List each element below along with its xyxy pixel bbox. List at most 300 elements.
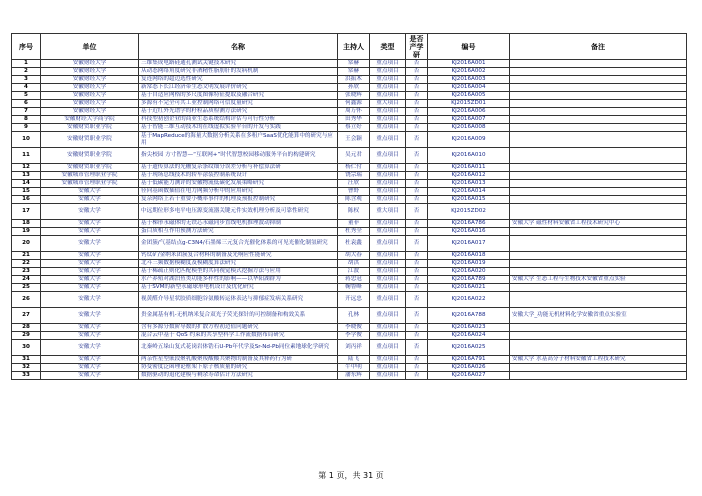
cell-unit: 安徽财经大学商学院: [41, 116, 139, 124]
cell-type: 重点项目: [370, 76, 406, 84]
table-row: [12, 284, 687, 292]
cell-unit: 安徽大学: [41, 364, 139, 372]
table-row: [12, 84, 687, 92]
cell-unit: 安徽大学: [41, 220, 139, 228]
cell-type: 重点项目: [370, 68, 406, 76]
table-row: [12, 228, 687, 236]
cell-unit: 安徽大学: [41, 372, 139, 380]
table-row: [12, 340, 687, 356]
cell-no: 29: [12, 332, 41, 340]
cell-host: 开远忠: [338, 292, 370, 308]
cell-no: 18: [12, 220, 41, 228]
cell-code: KJ2016A006: [428, 108, 510, 116]
cell-code: KJ2016A021: [428, 284, 510, 292]
cell-type: 重点项目: [370, 164, 406, 172]
cell-host: 江波: [338, 268, 370, 276]
cell-unit: 安徽财贸职业学院: [41, 124, 139, 132]
cell-type: 重大项目: [370, 100, 406, 108]
header-note: 备注: [510, 34, 687, 60]
cell-coop: 否: [406, 84, 428, 92]
cell-coop: 否: [406, 236, 428, 252]
cell-host: 潘东辉: [338, 372, 370, 380]
cell-name: 基于稀疏正则化匹配模型的共同视觉模式挖掘方法与应用: [139, 268, 338, 276]
cell-coop: 否: [406, 324, 428, 332]
cell-no: 7: [12, 108, 41, 116]
cell-coop: 否: [406, 148, 428, 164]
table-row: [12, 60, 687, 68]
cell-no: 11: [12, 148, 41, 164]
cell-unit: 安徽大学: [41, 356, 139, 364]
cell-type: 重点项目: [370, 236, 406, 252]
cell-type: 重点项目: [370, 340, 406, 356]
cell-name: 协变密度泛函理论框架下原子核质量的研究: [139, 364, 338, 372]
cell-unit: 安徽大学: [41, 332, 139, 340]
cell-coop: 否: [406, 100, 428, 108]
cell-host: 李晓俊: [338, 324, 370, 332]
table-row: [12, 260, 687, 268]
table-row: [12, 100, 687, 108]
cell-no: 21: [12, 252, 41, 260]
cell-code: KJ2016A015: [428, 196, 510, 204]
cell-type: 重点项目: [370, 252, 406, 260]
header-name: 名称: [139, 34, 338, 60]
cell-coop: 否: [406, 180, 428, 188]
cell-code: KJ2016A788: [428, 308, 510, 324]
cell-name: 北斗三频数据模糊度及模糊度算法研究: [139, 260, 338, 268]
cell-coop: 否: [406, 188, 428, 196]
cell-host: 汪欣: [338, 180, 370, 188]
cell-name: 数据驱动的退化建模与剩余寿命估计方法研究: [139, 372, 338, 380]
cell-no: 8: [12, 116, 41, 124]
cell-name: 指尖校园 方寸智慧—“互联网+”时代智慧校园移动服务平台的构建研究: [139, 148, 338, 164]
cell-code: KJ2016A026: [428, 364, 510, 372]
cell-note: [510, 268, 687, 276]
cell-code: KJ2016A014: [428, 188, 510, 196]
header-no: 序号: [12, 34, 41, 60]
cell-type: 重点项目: [370, 148, 406, 164]
cell-code: KJ2016A020: [428, 268, 510, 276]
cell-code: KJ2016A013: [428, 180, 510, 188]
cell-unit: 安徽财经大学: [41, 60, 139, 68]
cell-type: 重点项目: [370, 188, 406, 196]
cell-note: [510, 68, 687, 76]
cell-name: 复连网络的超边选性研究: [139, 76, 338, 84]
cell-no: 23: [12, 268, 41, 276]
cell-coop: 否: [406, 356, 428, 364]
table-row: [12, 204, 687, 220]
cell-no: 30: [12, 340, 41, 356]
cell-unit: 安徽城市管理职业学院: [41, 180, 139, 188]
cell-unit: 安徽城市管理职业学院: [41, 172, 139, 180]
cell-name: 中远期位形多电平电压源变流器关键元件实效机理分析及可靠性研究: [139, 204, 338, 220]
cell-host: 常赫: [338, 68, 370, 76]
cell-name: 蛋白质相互作用预测方法研究: [139, 228, 338, 236]
cell-type: 重点项目: [370, 84, 406, 92]
cell-host: 杜秀全: [338, 228, 370, 236]
cell-host: 曹野: [338, 188, 370, 196]
cell-type: 重点项目: [370, 116, 406, 124]
cell-no: 28: [12, 324, 41, 332]
cell-unit: 安徽大学: [41, 188, 139, 196]
cell-coop: 否: [406, 228, 428, 236]
cell-note: 安徽大学_功能无机材料化学安徽省重点实验室: [510, 308, 687, 324]
cell-note: [510, 332, 687, 340]
table-row: [12, 76, 687, 84]
table-row: [12, 324, 687, 332]
header-unit: 单位: [41, 34, 139, 60]
cell-unit: 安徽大学: [41, 340, 139, 356]
cell-note: [510, 228, 687, 236]
cell-code: KJ2016A005: [428, 92, 510, 100]
cell-unit: 安徽大学: [41, 284, 139, 292]
cell-no: 25: [12, 284, 41, 292]
cell-no: 14: [12, 180, 41, 188]
table-row: [12, 148, 687, 164]
cell-name: 径向基函数插值在电力网频分析中的应用研究: [139, 188, 338, 196]
cell-host: 蔡立好: [338, 124, 370, 132]
cell-note: [510, 60, 687, 68]
table-row: [12, 196, 687, 204]
cell-unit: 安徽大学: [41, 292, 139, 308]
cell-coop: 否: [406, 204, 428, 220]
cell-unit: 安徽大学: [41, 236, 139, 252]
cell-code: KJ2016A027: [428, 372, 510, 380]
cell-no: 15: [12, 188, 41, 196]
cell-type: 重点项目: [370, 332, 406, 340]
cell-note: 安徽大学 磁性材料安徽省工程技术研究中心: [510, 220, 687, 228]
cell-unit: 安徽大学: [41, 276, 139, 284]
cell-type: 重点项目: [370, 276, 406, 284]
cell-unit: 安徽大学: [41, 228, 139, 236]
header-type: 类型: [370, 34, 406, 60]
cell-host: 饶宗瑞: [338, 172, 370, 180]
cell-name: 贵金属基有机-无机纳米复合双光子荧光探针的可控制备和构效关系: [139, 308, 338, 324]
cell-no: 32: [12, 364, 41, 372]
cell-coop: 否: [406, 268, 428, 276]
project-table: [11, 33, 687, 380]
cell-coop: 否: [406, 284, 428, 292]
cell-no: 19: [12, 228, 41, 236]
table-row: [12, 372, 687, 380]
cell-host: 常赫: [338, 60, 370, 68]
table-row: [12, 308, 687, 324]
cell-host: 李学俊: [338, 332, 370, 340]
cell-host: 洪振木: [338, 76, 370, 84]
cell-note: [510, 340, 687, 356]
table-row: [12, 164, 687, 172]
cell-host: 鞠鲁峰: [338, 284, 370, 292]
cell-coop: 否: [406, 196, 428, 204]
cell-coop: 否: [406, 92, 428, 100]
header-coop: 是否产学研: [406, 34, 428, 60]
cell-unit: 安徽财经大学: [41, 100, 139, 108]
table-row: [12, 268, 687, 276]
cell-no: 33: [12, 372, 41, 380]
cell-code: KJ2016A018: [428, 252, 510, 260]
cell-coop: 否: [406, 332, 428, 340]
cell-name: 基于低碳能力测评的安徽物流低碳化发展策略研究: [139, 180, 338, 188]
cell-unit: 安徽财贸职业学院: [41, 164, 139, 172]
cell-unit: 安徽财经大学: [41, 76, 139, 84]
cell-host: 刘丙祥: [338, 340, 370, 356]
cell-type: 重点项目: [370, 132, 406, 148]
cell-name: 基于现场总线技术的轿车涂装控制系统设计: [139, 172, 338, 180]
project-table-sheet: [11, 33, 686, 380]
cell-unit: 安徽大学: [41, 252, 139, 260]
cell-unit: 安徽财贸职业学院: [41, 148, 139, 164]
cell-note: [510, 76, 687, 84]
cell-note: [510, 204, 687, 220]
cell-coop: 否: [406, 308, 428, 324]
cell-note: [510, 292, 687, 308]
cell-host: 胡大春: [338, 252, 370, 260]
cell-coop: 否: [406, 68, 428, 76]
cell-host: 孙欣: [338, 84, 370, 92]
cell-no: 27: [12, 308, 41, 324]
cell-no: 6: [12, 100, 41, 108]
cell-code: KJ2016A003: [428, 76, 510, 84]
cell-note: [510, 372, 687, 380]
cell-note: [510, 188, 687, 196]
cell-code: KJ2016A025: [428, 340, 510, 356]
cell-type: 重点项目: [370, 284, 406, 292]
cell-note: [510, 108, 687, 116]
cell-name: 北秦岭五垛山复式花岗岩体锆石U-Pb年代学及Sr-Nd-Pb同位素地球化学研究: [139, 340, 338, 356]
cell-coop: 否: [406, 260, 428, 268]
cell-coop: 否: [406, 124, 428, 132]
cell-no: 16: [12, 196, 41, 204]
cell-code: KJ2016A007: [428, 116, 510, 124]
cell-coop: 否: [406, 164, 428, 172]
cell-type: 重点项目: [370, 180, 406, 188]
cell-unit: 安徽大学: [41, 260, 139, 268]
header-host: 主持人: [338, 34, 370, 60]
table-row: [12, 92, 687, 100]
cell-code: KJ2015ZD01: [428, 100, 510, 108]
cell-unit: 安徽大学: [41, 196, 139, 204]
cell-type: 重点项目: [370, 108, 406, 116]
cell-code: KJ2016A022: [428, 292, 510, 308]
cell-type: 重点项目: [370, 308, 406, 324]
cell-host: 张晓辉: [338, 92, 370, 100]
cell-no: 10: [12, 132, 41, 148]
cell-coop: 否: [406, 172, 428, 180]
cell-code: KJ2015ZD02: [428, 204, 510, 220]
cell-host: 陆飞: [338, 356, 370, 364]
cell-coop: 否: [406, 108, 428, 116]
cell-unit: 安徽财经大学: [41, 108, 139, 116]
cell-name: 基于智能三维互动技术的在线虚拟实验平台的开发与实践: [139, 124, 338, 132]
cell-note: [510, 116, 687, 124]
cell-name: 科技型初创企业的商业生态系统结构评估与可行性分析: [139, 116, 338, 124]
cell-host: 牛中明: [338, 364, 370, 372]
cell-code: KJ2016A017: [428, 236, 510, 252]
cell-name: 多源有不完全可共工业控制网络可信度量研究: [139, 100, 338, 108]
table-row: [12, 172, 687, 180]
table-row: [12, 356, 687, 364]
cell-no: 17: [12, 204, 41, 220]
cell-note: 安徽大学 水基高分子材料安徽省工程技术研究: [510, 356, 687, 364]
cell-host: 陈含观: [338, 196, 370, 204]
cell-host: 杜袁鑫: [338, 236, 370, 252]
cell-type: 重点项目: [370, 372, 406, 380]
cell-code: KJ2016A023: [428, 324, 510, 332]
cell-no: 31: [12, 356, 41, 364]
cell-unit: 安徽大学: [41, 268, 139, 276]
cell-unit: 安徽大学: [41, 308, 139, 324]
cell-name: 基于梯形永磁体的无铁芯永磁同步直线电机推理波动抑制: [139, 220, 338, 228]
cell-no: 24: [12, 276, 41, 284]
cell-coop: 否: [406, 340, 428, 356]
cell-name: 视黄醛介导星状胶质细胞谷氨酸转运体表达与抑郁症发病关系研究: [139, 292, 338, 308]
cell-type: 重点项目: [370, 196, 406, 204]
cell-no: 1: [12, 60, 41, 68]
table-row: [12, 116, 687, 124]
cell-host: 孔林: [338, 308, 370, 324]
table-row: [12, 332, 687, 340]
cell-note: 安徽大学 生态工程与生物技术安徽省重点实验: [510, 276, 687, 284]
cell-name: 混合云中基于 QoS 约束的共享型科学工作流数据布局研究: [139, 332, 338, 340]
cell-code: KJ2016A786: [428, 220, 510, 228]
header-row: [12, 34, 687, 60]
cell-coop: 否: [406, 252, 428, 260]
cell-type: 重点项目: [370, 220, 406, 228]
cell-type: 重点项目: [370, 124, 406, 132]
cell-note: [510, 196, 687, 204]
cell-note: [510, 364, 687, 372]
cell-name: 复杂网络上若干重要小概率事件的机理及预报控制研究: [139, 196, 338, 204]
cell-host: 胡洪: [338, 260, 370, 268]
table-row: [12, 124, 687, 132]
table-row: [12, 220, 687, 228]
table-row: [12, 292, 687, 308]
cell-no: 4: [12, 84, 41, 92]
table-row: [12, 364, 687, 372]
cell-code: KJ2016A791: [428, 356, 510, 364]
cell-host: 王会颖: [338, 132, 370, 148]
cell-unit: 安徽财经大学: [41, 68, 139, 76]
cell-type: 重点项目: [370, 228, 406, 236]
table-row: [12, 68, 687, 76]
cell-note: [510, 180, 687, 188]
cell-host: 杨仁付: [338, 164, 370, 172]
cell-name: 两亲性星型嵌段聚乳酸聚羧酸酸共聚物的制备及其释药行为研: [139, 356, 338, 364]
cell-note: [510, 148, 687, 164]
cell-no: 12: [12, 164, 41, 172]
cell-code: KJ2016A019: [428, 260, 510, 268]
cell-no: 20: [12, 236, 41, 252]
cell-note: [510, 132, 687, 148]
cell-coop: 否: [406, 292, 428, 308]
table-body: [12, 60, 687, 380]
cell-type: 重点项目: [370, 60, 406, 68]
cell-host: 陈权: [338, 204, 370, 220]
cell-no: 3: [12, 76, 41, 84]
cell-name: 基于MapReduce的海量大数据分析关系在多租户SaaS优化能算中的研究与应用: [139, 132, 338, 148]
cell-name: 新常态下长江经济带生态文明发展评价研究: [139, 84, 338, 92]
cell-code: KJ2016A011: [428, 164, 510, 172]
cell-no: 13: [12, 172, 41, 180]
cell-host: 吴元君: [338, 148, 370, 164]
cell-note: [510, 260, 687, 268]
cell-note: [510, 324, 687, 332]
cell-name: 金团簇/气基结点g-C3N4/石墨烯三元复合光催化体系的可见光催化制氢研究: [139, 236, 338, 252]
cell-name: 钙钛矿/金纳米团簇复合材料的制备及光响应性能研究: [139, 252, 338, 260]
cell-no: 2: [12, 68, 41, 76]
cell-code: KJ2016A024: [428, 332, 510, 340]
table-row: [12, 252, 687, 260]
table-row: [12, 132, 687, 148]
cell-code: KJ2016A010: [428, 148, 510, 164]
cell-no: 9: [12, 124, 41, 132]
cell-type: 重点项目: [370, 260, 406, 268]
cell-unit: 安徽财经大学: [41, 92, 139, 100]
cell-code: KJ2016A009: [428, 132, 510, 148]
page-footer: 第 1 页，共 31 页: [318, 471, 384, 480]
cell-code: KJ2016A002: [428, 68, 510, 76]
cell-no: 5: [12, 92, 41, 100]
table-row: [12, 180, 687, 188]
cell-host: 何鑫源: [338, 100, 370, 108]
cell-code: KJ2016A789: [428, 276, 510, 284]
cell-note: [510, 236, 687, 252]
cell-type: 重点项目: [370, 324, 406, 332]
table-row: [12, 188, 687, 196]
cell-type: 重大项目: [370, 204, 406, 220]
cell-coop: 否: [406, 132, 428, 148]
cell-name: 水产养殖对湖泊鱼类功能多样性的影响——以华阳湖群为: [139, 276, 338, 284]
cell-coop: 否: [406, 76, 428, 84]
cell-note: [510, 84, 687, 92]
cell-type: 重点项目: [370, 364, 406, 372]
cell-name: 从动态网络角度研究非酒精性脂肪肝的发病机制: [139, 68, 338, 76]
cell-unit: 安徽大学: [41, 324, 139, 332]
cell-name: 基于SVM的新型永磁球形电机设计及优化研究: [139, 284, 338, 292]
cell-unit: 安徽财经大学: [41, 84, 139, 92]
cell-code: KJ2016A008: [428, 124, 510, 132]
cell-unit: 安徽大学: [41, 204, 139, 220]
cell-name: 基于自适应网格的多尺度图像特征提取及融合研究: [139, 92, 338, 100]
cell-type: 重点项目: [370, 292, 406, 308]
cell-type: 重点项目: [370, 268, 406, 276]
cell-code: KJ2016A016: [428, 228, 510, 236]
cell-coop: 否: [406, 220, 428, 228]
cell-no: 26: [12, 292, 41, 308]
cell-type: 重点项目: [370, 356, 406, 364]
cell-note: [510, 172, 687, 180]
cell-host: 董菲: [338, 220, 370, 228]
cell-code: KJ2016A001: [428, 60, 510, 68]
cell-name: 三维集成电路硅通孔测试关键技术研究: [139, 60, 338, 68]
cell-host: 周万怀: [338, 108, 370, 116]
cell-note: [510, 92, 687, 100]
cell-type: 重点项目: [370, 172, 406, 180]
cell-host: 田秀华: [338, 116, 370, 124]
cell-coop: 否: [406, 372, 428, 380]
cell-note: [510, 124, 687, 132]
cell-note: [510, 100, 687, 108]
header-code: 编号: [428, 34, 510, 60]
cell-type: 重点项目: [370, 92, 406, 100]
table-row: [12, 108, 687, 116]
table-row: [12, 276, 687, 284]
cell-name: 基于近红外光谱学的籽粒品质检测方法研究: [139, 108, 338, 116]
cell-coop: 否: [406, 276, 428, 284]
cell-note: [510, 164, 687, 172]
cell-unit: 安徽财贸职业学院: [41, 132, 139, 148]
cell-coop: 否: [406, 116, 428, 124]
cell-note: [510, 252, 687, 260]
